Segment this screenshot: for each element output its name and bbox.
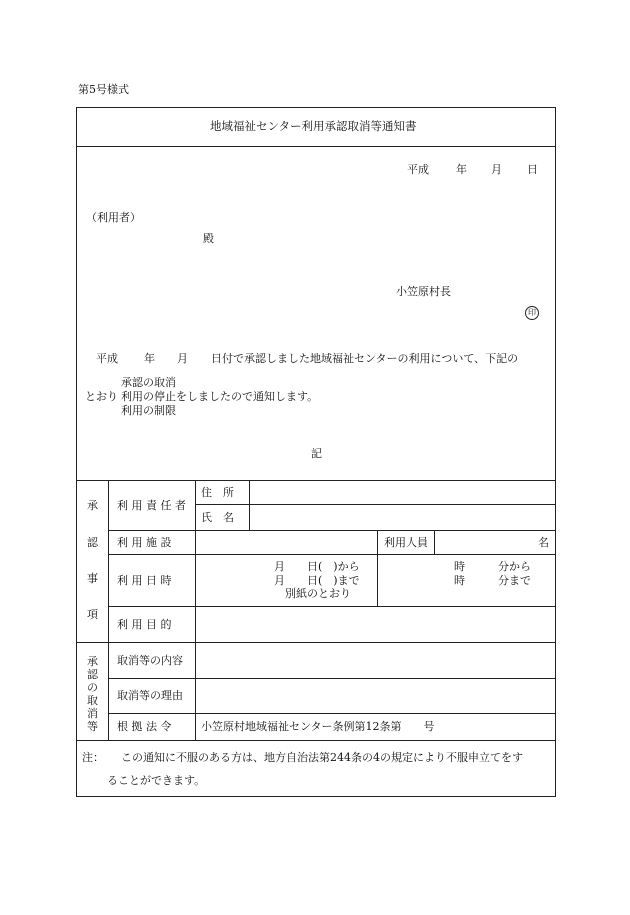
users-label: 利用人員 [384,536,428,549]
option-cancel: 承認の取消 [121,376,176,389]
users-column-divider [377,530,378,606]
cancel-side-6: 等 [87,720,98,733]
body-year: 年 [144,352,155,365]
cancel-side-2: 認 [87,668,98,681]
recipient-honorific: 殿 [203,232,214,245]
issuer-name: 小笠原村長 [396,285,451,298]
seal-mark: 印 [525,306,539,320]
users-value-divider [434,530,435,554]
cancel-side-5: 消 [87,707,98,720]
option-restrict: 利用の制限 [121,404,176,417]
users-unit: 名 [538,536,549,549]
name-label: 氏 名 [201,511,234,524]
date-alt: 別紙のとおり [285,587,351,600]
date-to: 月 日( )まで [274,574,360,587]
content-row-divider [108,678,556,679]
basis-value: 小笠原村地域福祉センター条例第12条第 号 [201,720,435,733]
note-label: 注： [82,751,104,764]
document-title: 地域福祉センター利用承認取消等通知書 [210,119,417,133]
reason-row-divider [108,713,556,714]
responsible-row-divider [108,530,556,531]
sublabel-column-divider [249,480,250,530]
purpose-label: 利 用 目 的 [117,618,172,631]
date-month: 月 [491,163,502,176]
cancel-side-1: 承 [87,655,98,668]
datetime-row-divider [108,606,556,607]
basis-label: 根 拠 法 令 [117,720,172,733]
responsible-label: 利 用 責 任 者 [117,499,186,512]
title-divider [76,146,556,147]
label-column-divider [195,480,196,740]
note-line1: この通知に不服のある方は、地方自治法第244条の4の規定により不服申立てをす [121,751,523,764]
date-era: 平成 [407,163,429,176]
body-suffix: をしましたので通知します。 [176,390,319,403]
basis-row-divider [76,740,556,741]
ki-mark: 記 [311,447,322,460]
cancel-side-3: の [87,681,98,694]
note-line2: ることができます。 [107,774,206,787]
cancel-side-4: 取 [87,694,98,707]
side-label-divider [108,480,109,740]
approval-side-2: 認 [87,536,98,549]
option-suspend: 利用の停止 [121,390,176,403]
date-year: 年 [456,163,467,176]
date-day: 日 [527,163,538,176]
facility-label: 利 用 施 設 [117,536,172,549]
approval-side-4: 項 [87,608,98,621]
datetime-label: 利 用 日 時 [117,574,172,587]
facility-row-divider [108,554,556,555]
body-month: 月 [177,352,188,365]
cancel-content-label: 取消等の内容 [117,654,183,667]
time-from: 時 分から [454,560,531,573]
recipient-label: （利用者） [86,211,141,224]
approval-side-1: 承 [87,499,98,512]
body-prefix: とおり [85,390,118,403]
date-from: 月 日( )から [274,560,360,573]
body-line1: 日付で承認しました地域福祉センターの利用について、下記の [211,352,519,365]
form-number: 第5号様式 [78,83,129,96]
time-to: 時 分まで [454,574,531,587]
approval-side-3: 事 [87,572,98,585]
address-label: 住 所 [201,486,234,499]
approval-section-divider [76,642,556,643]
body-era: 平成 [96,352,118,365]
notice-divider [76,480,556,481]
cancel-reason-label: 取消等の理由 [117,689,183,702]
